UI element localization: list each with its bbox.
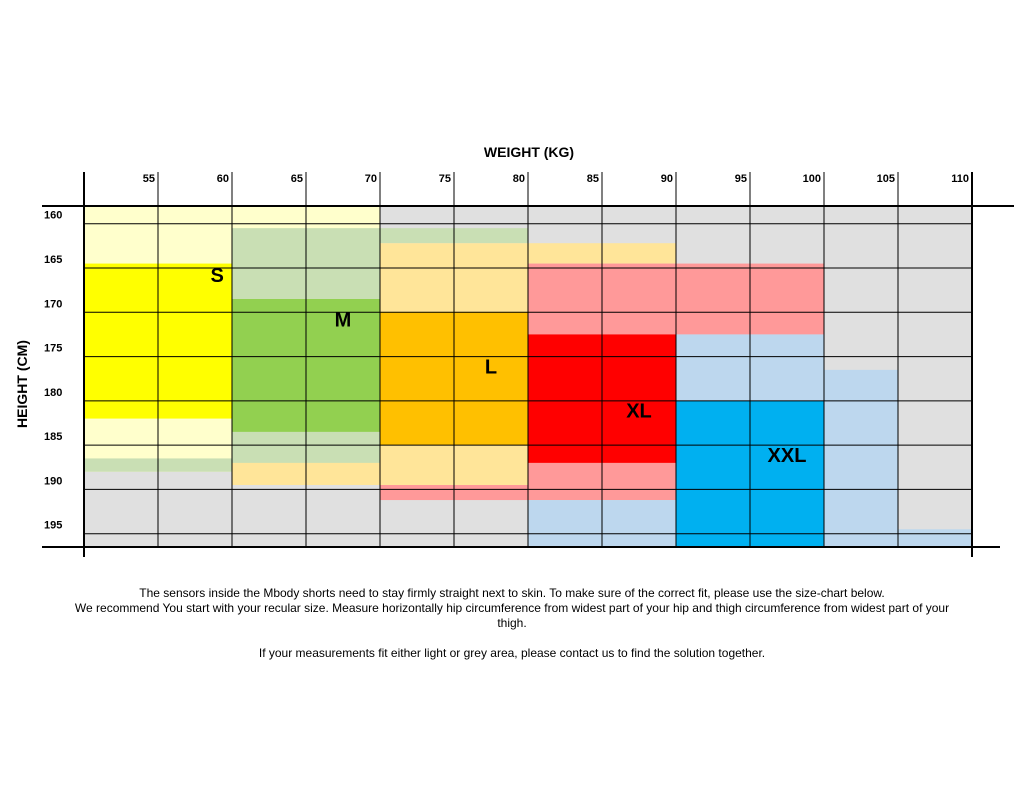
y-tick-label: 175 xyxy=(44,342,63,355)
y-tick-label: 165 xyxy=(44,254,63,266)
y-tick-label: 195 xyxy=(44,519,63,532)
zone-xxl-plus-light-blue xyxy=(824,370,898,547)
fit-notes xyxy=(60,586,964,661)
x-tick-label: 105 xyxy=(876,173,895,185)
note-line-3: If your measurements fit either light or grey area, please contact us to find the solution together. xyxy=(258,646,766,660)
x-axis-title: WEIGHT (KG) xyxy=(483,144,575,160)
y-tick-label: 180 xyxy=(44,386,63,399)
y-tick-label: 170 xyxy=(44,298,63,311)
x-tick-label: 70 xyxy=(364,173,377,185)
size-label-s: S xyxy=(210,265,224,288)
x-tick-label: 100 xyxy=(802,173,821,185)
x-tick-label: 75 xyxy=(438,173,451,185)
x-tick-label: 85 xyxy=(586,173,599,185)
x-tick-label: 95 xyxy=(734,173,747,185)
x-tick-label: 80 xyxy=(512,173,525,185)
size-label-m: M xyxy=(334,309,352,332)
x-tick-label: 55 xyxy=(142,173,155,185)
zone-xxl-plus-light-blue xyxy=(898,529,972,547)
size-label-xxl: XXL xyxy=(767,444,807,467)
x-tick-label: 110 xyxy=(951,173,969,185)
size-label-xl: XL xyxy=(626,400,652,423)
note-line-2: We recommend You start with your recular size. Measure horizontally hip circumference from widest part of your hip and thigh circumference from widest part of your thigh. xyxy=(74,601,950,630)
y-tick-label: 190 xyxy=(44,475,63,488)
x-tick-label: 60 xyxy=(216,173,229,185)
size-label-l: L xyxy=(484,356,498,379)
y-axis-title: HEIGHT (CM) xyxy=(14,340,30,428)
y-tick-label: 160 xyxy=(44,209,63,222)
x-tick-label: 65 xyxy=(290,173,303,185)
x-tick-label: 90 xyxy=(660,173,673,185)
note-line-1: The sensors inside the Mbody shorts need to stay firmly straight next to skin. To make sure of the correct fit, please use the size-chart below. xyxy=(139,586,885,600)
y-tick-label: 185 xyxy=(44,431,63,444)
